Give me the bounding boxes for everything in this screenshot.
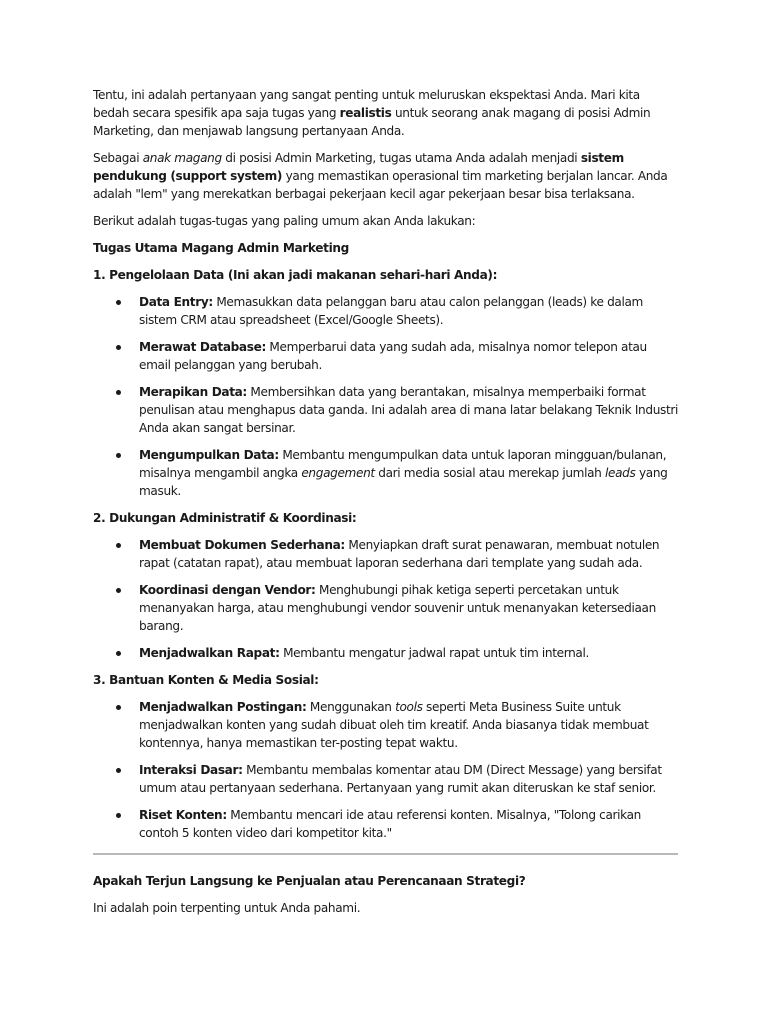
item-label: Menjadwalkan Rapat:	[139, 646, 280, 660]
section-2-list	[93, 536, 678, 662]
item-label: Riset Konten:	[139, 808, 227, 822]
intro-italic-term: anak magang	[142, 151, 222, 165]
intro-text: yang memastikan operasional tim marketing berjalan lancar. Anda adalah "lem" yang merekatkan berbagai pekerjaan kecil agar pekerjaan besar bisa terlaksana.	[93, 169, 668, 201]
item-text: dari media sosial atau merekap jumlah	[374, 466, 605, 480]
intro-bold-term: sistem pendukung (support system)	[93, 151, 624, 183]
closing-text: Ini adalah poin terpenting untuk Anda pahami.	[93, 901, 361, 915]
intro-text: untuk seorang anak magang di posisi Admin Marketing, dan menjawab langsung pertanyaan Anda.	[93, 106, 651, 138]
section-3-list	[93, 698, 678, 842]
intro-paragraph-1	[93, 86, 678, 140]
intro-text: di posisi Admin Marketing, tugas utama Anda adalah menjadi	[221, 151, 581, 165]
intro-paragraph-3: Berikut adalah tugas-tugas yang paling umum akan Anda lakukan:	[93, 214, 476, 228]
section-1-list	[93, 293, 678, 500]
item-text: Memasukkan data pelanggan baru atau calon pelanggan (leads) ke dalam sistem CRM atau spreadsheet (Excel/Google Sheets).	[139, 295, 643, 327]
horizontal-divider	[93, 853, 678, 855]
list-item	[93, 338, 678, 374]
item-label: Mengumpulkan Data:	[139, 448, 279, 462]
item-text: Memperbarui data yang sudah ada, misalnya nomor telepon atau email pelanggan yang berubah.	[139, 340, 647, 372]
section-1-title: 1. Pengelolaan Data (Ini akan jadi makanan sehari-hari Anda):	[93, 268, 498, 282]
list-item	[93, 698, 678, 752]
list-item	[93, 383, 678, 437]
intro-text: Tentu, ini adalah pertanyaan yang sangat penting untuk meluruskan ekspektasi Anda. Mari kita bedah secara spesifik apa saja tugas yang	[93, 88, 640, 120]
item-text: Menghubungi pihak ketiga seperti percetakan untuk menanyakan harga, atau menghubungi vendor souvenir untuk menanyakan ketersediaan barang.	[139, 583, 656, 633]
item-text: Membantu membalas komentar atau DM (Direct Message) yang bersifat umum atau pertanyaan sederhana. Pertanyaan yang rumit akan diteruskan ke staf senior.	[139, 763, 662, 795]
item-text: yang masuk.	[139, 466, 668, 498]
item-text: Menyiapkan draft surat penawaran, membuat notulen rapat (catatan rapat), atau membuat laporan sederhana dari template yang sudah ada.	[139, 538, 660, 570]
intro-paragraph-2	[93, 149, 678, 203]
item-italic-term: engagement	[301, 466, 375, 480]
item-label: Merapikan Data:	[139, 385, 247, 399]
item-label: Merawat Database:	[139, 340, 266, 354]
item-text: Membantu mencari ide atau referensi konten. Misalnya, "Tolong carikan contoh 5 konten video dari kompetitor kita."	[139, 808, 641, 840]
item-text: seperti Meta Business Suite untuk menjadwalkan konten yang sudah dibuat oleh tim kreatif. Anda biasanya tidak membuat kontennya, hanya memastikan ter-posting tepat waktu.	[139, 700, 649, 750]
item-label: Menjadwalkan Postingan:	[139, 700, 307, 714]
intro-text: Sebagai	[93, 151, 143, 165]
list-item	[93, 581, 678, 635]
list-item	[93, 806, 678, 842]
section-3-title: 3. Bantuan Konten & Media Sosial:	[93, 673, 319, 687]
section-2-title: 2. Dukungan Administratif & Koordinasi:	[93, 511, 357, 525]
item-text: Membantu mengatur jadwal rapat untuk tim internal.	[279, 646, 589, 660]
list-item	[93, 446, 678, 500]
item-italic-term: tools	[395, 700, 423, 714]
list-item	[93, 293, 678, 329]
document-page	[93, 86, 678, 926]
list-item	[93, 761, 678, 797]
item-text: Membersihkan data yang berantakan, misalnya memperbaiki format penulisan atau menghapus data ganda. Ini adalah area di mana latar belakang Teknik Industri Anda akan sangat bersinar.	[139, 385, 678, 435]
list-item	[93, 644, 678, 662]
item-text: Membantu mengumpulkan data untuk laporan mingguan/bulanan, misalnya mengambil angka	[139, 448, 667, 480]
item-italic-term: leads	[605, 466, 636, 480]
item-text: Menggunakan	[306, 700, 396, 714]
item-label: Membuat Dokumen Sederhana:	[139, 538, 345, 552]
closing-heading: Apakah Terjun Langsung ke Penjualan atau Perencanaan Strategi?	[93, 874, 526, 888]
item-label: Interaksi Dasar:	[139, 763, 243, 777]
list-item	[93, 536, 678, 572]
intro-bold-term: realistis	[339, 106, 392, 120]
main-heading: Tugas Utama Magang Admin Marketing	[93, 241, 349, 255]
item-label: Koordinasi dengan Vendor:	[139, 583, 316, 597]
item-label: Data Entry:	[139, 295, 213, 309]
